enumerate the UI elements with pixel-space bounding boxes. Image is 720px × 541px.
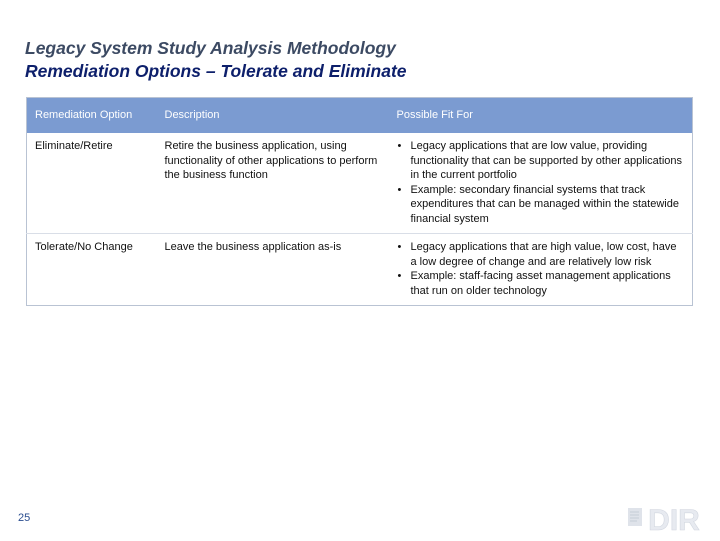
- fit-list-item: • Example: staff-facing asset management applications that run on older technology: [397, 269, 685, 298]
- fit-list: [397, 139, 685, 226]
- description-cell: Leave the business application as-is: [157, 234, 389, 306]
- fit-list-item: • Example: secondary financial systems that track expenditures that can be managed within the statewide financial system: [397, 183, 685, 227]
- description-cell: Retire the business application, using functionality of other applications to perform the business function: [164, 140, 378, 181]
- option-cell: Tolerate/No Change: [27, 234, 157, 306]
- table-row: [27, 234, 693, 306]
- fit-list: [397, 240, 685, 298]
- title-line-methodology: Legacy System Study Analysis Methodology: [25, 38, 396, 58]
- logo-text: DIR: [648, 504, 700, 536]
- dir-logo-icon: [626, 500, 708, 536]
- fit-list-item: • Legacy applications that are high value, low cost, have a low degree of change and are relatively low risk: [397, 240, 685, 269]
- page-number: 25: [18, 512, 31, 524]
- table-header-row: [27, 98, 693, 134]
- column-header-description: Description: [157, 98, 389, 134]
- slide-title: [25, 37, 407, 83]
- option-cell: Eliminate/Retire: [35, 140, 113, 152]
- column-header-remediation-option: Remediation Option: [27, 98, 157, 134]
- remediation-options-table: [26, 97, 693, 306]
- dir-logo-graphic: [626, 500, 708, 536]
- column-header-possible-fit-for: Possible Fit For: [389, 98, 693, 134]
- fit-list-item: • Legacy applications that are low value, providing functionality that can be supported by other applications in the current portfolio: [397, 139, 685, 183]
- fit-cell: [389, 133, 693, 234]
- logo-doc-shape: [628, 508, 642, 526]
- fit-cell: [389, 234, 693, 306]
- title-line-remediation: Remediation Options – Tolerate and Eliminate: [25, 61, 407, 81]
- table-row: [27, 133, 693, 234]
